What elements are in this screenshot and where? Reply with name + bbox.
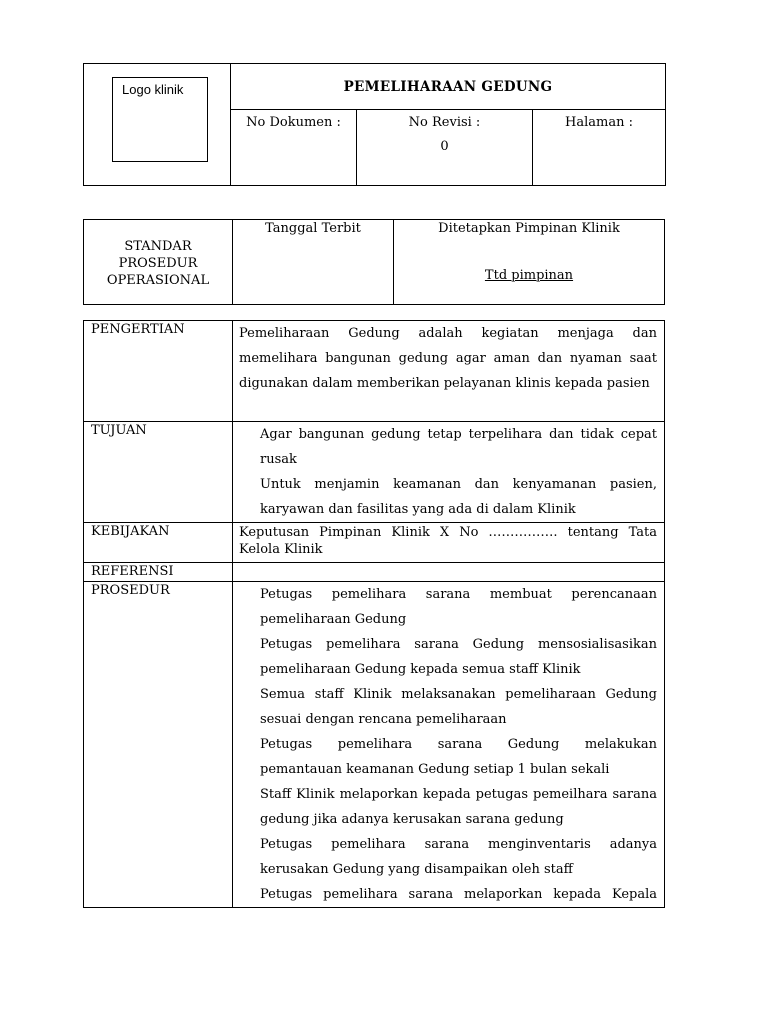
halaman-label: Halaman : [565, 115, 633, 130]
list-item: Petugas pemelihara sarana Gedung melakukan pemantauan keamanan Gedung setiap 1 bulan sekali [260, 737, 657, 777]
tujuan-label: TUJUAN [84, 422, 233, 523]
pengertian-label: PENGERTIAN [84, 321, 233, 422]
no-revisi-label: No Revisi : [408, 115, 481, 130]
ttd-pimpinan-label: Ttd pimpinan [484, 268, 574, 283]
kebijakan-label: KEBIJAKAN [84, 523, 233, 563]
list-item: Petugas pemelihara sarana membuat perencanaan pemeliharaan Gedung [260, 587, 657, 627]
tujuan-row [84, 422, 665, 523]
referensi-row [84, 563, 665, 582]
list-item: Untuk menjamin keamanan dan kenyamanan pasien, karyawan dan fasilitas yang ada di dalam Klinik [260, 477, 657, 517]
list-item: Agar bangunan gedung tetap terpelihara dan tidak cepat rusak [260, 427, 657, 467]
sop-label-line1: STANDAR [124, 239, 192, 254]
referensi-label: REFERENSI [84, 563, 233, 582]
sop-content-table [83, 320, 665, 908]
clinic-logo-placeholder [112, 77, 208, 162]
list-item: Petugas pemelihara sarana Gedung mensosialisasikan pemeliharaan Gedung kepada semua staff Klinik [260, 637, 657, 677]
document-title: PEMELIHARAAN GEDUNG [231, 64, 666, 110]
prosedur-label: PROSEDUR [84, 582, 233, 908]
no-dokumen-label: No Dokumen : [246, 115, 341, 130]
prosedur-row [84, 582, 665, 908]
tanggal-terbit-label: Tanggal Terbit [265, 221, 361, 236]
tujuan-content [233, 422, 665, 523]
kebijakan-row [84, 523, 665, 563]
tanggal-terbit-cell [233, 220, 394, 305]
logo-label: Logo klinik [122, 82, 184, 97]
prosedur-list [233, 582, 664, 907]
ditetapkan-label: Ditetapkan Pimpinan Klinik [438, 221, 620, 236]
tujuan-list [233, 422, 664, 522]
ditetapkan-cell [394, 220, 665, 305]
kebijakan-text: Keputusan Pimpinan Klinik X No ……………. tentang Tata Kelola Klinik [233, 523, 665, 563]
list-item: Semua staff Klinik melaksanakan pemeliharaan Gedung sesuai dengan rencana pemeliharaan [260, 687, 657, 727]
pengertian-row [84, 321, 665, 422]
no-revisi-value: 0 [440, 139, 449, 154]
halaman-cell [533, 110, 666, 186]
list-item: Petugas pemelihara sarana menginventaris adanya kerusakan Gedung yang disampaikan oleh staff [260, 837, 657, 877]
prosedur-content [233, 582, 665, 908]
no-dokumen-cell [231, 110, 357, 186]
document-header-table [83, 63, 666, 186]
sop-label-cell [84, 220, 233, 305]
logo-cell [84, 64, 231, 186]
sop-label-line3: OPERASIONAL [106, 273, 210, 288]
referensi-text [233, 563, 665, 582]
no-revisi-cell [357, 110, 533, 186]
list-item: Staff Klinik melaporkan kepada petugas pemeilhara sarana gedung jika adanya kerusakan sarana gedung [260, 787, 657, 827]
pengertian-text: Pemeliharaan Gedung adalah kegiatan menjaga dan memelihara bangunan gedung agar aman dan nyaman saat digunakan dalam memberikan pelayanan klinis kepada pasien [233, 321, 665, 422]
sop-info-table [83, 219, 665, 305]
sop-label-line2: PROSEDUR [118, 256, 198, 271]
list-item: Petugas pemelihara sarana melaporkan kepada Kepala [260, 887, 657, 902]
